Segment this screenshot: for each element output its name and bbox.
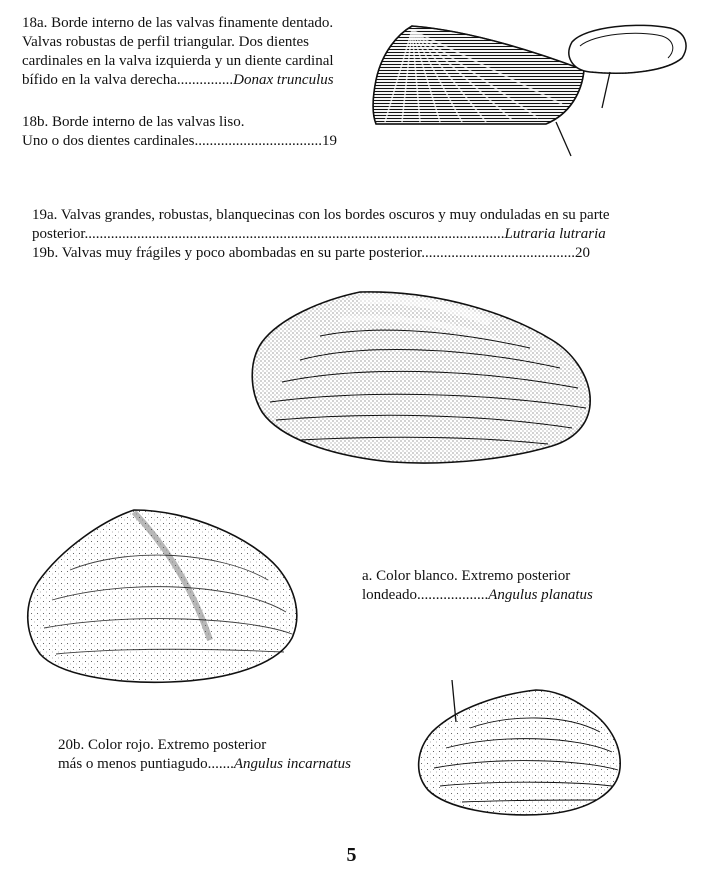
key-19b-line-1: 19b. Valvas muy frágiles y poco abombadas en su parte posterior.........................................20 xyxy=(32,245,590,261)
key-18a-line-2: Valvas robustas de perfil triangular. Dos dientes xyxy=(22,34,310,50)
species-lutraria-lutraria: Lutraria lutraria xyxy=(504,226,606,242)
key-18a-line-1: 18a. Borde interno de las valvas finamente dentado. xyxy=(22,15,334,31)
key-20b-line-1: 20b. Color rojo. Extremo posterior xyxy=(58,737,267,753)
key-18b-line-2: Uno o dos dientes cardinales..................................19 xyxy=(22,133,337,149)
key-18a-lead: bífido en la valva derecha............... xyxy=(22,72,234,88)
key-19a-line-1: 19a. Valvas grandes, robustas, blanquecinas con los bordes oscuros y muy onduladas en su parte xyxy=(32,207,610,223)
species-angulus-planatus: Angulus planatus xyxy=(488,587,593,603)
lutraria-lutraria-illustration xyxy=(252,292,590,463)
angulus-incarnatus-illustration xyxy=(419,680,621,815)
page-number: 5 xyxy=(346,844,357,866)
key-20b-lead: más o menos puntiagudo....... xyxy=(58,756,234,772)
key-19a-lead: posterior................................................................................................................ xyxy=(32,226,505,242)
donax-trunculus-outer-illustration xyxy=(373,26,584,156)
key-20a-line-1: a. Color blanco. Extremo posterior xyxy=(362,568,571,584)
key-18b-line-1: 18b. Borde interno de las valvas liso. xyxy=(22,114,245,130)
key-18a-line-3: cardinales en la valva izquierda y un diente cardinal xyxy=(22,53,334,69)
key-20a-lead: londeado................... xyxy=(362,587,489,603)
species-donax-trunculus: Donax trunculus xyxy=(233,72,334,88)
donax-trunculus-inner-illustration xyxy=(569,25,686,108)
species-angulus-incarnatus: Angulus incarnatus xyxy=(233,756,351,772)
angulus-planatus-illustration xyxy=(28,510,297,682)
